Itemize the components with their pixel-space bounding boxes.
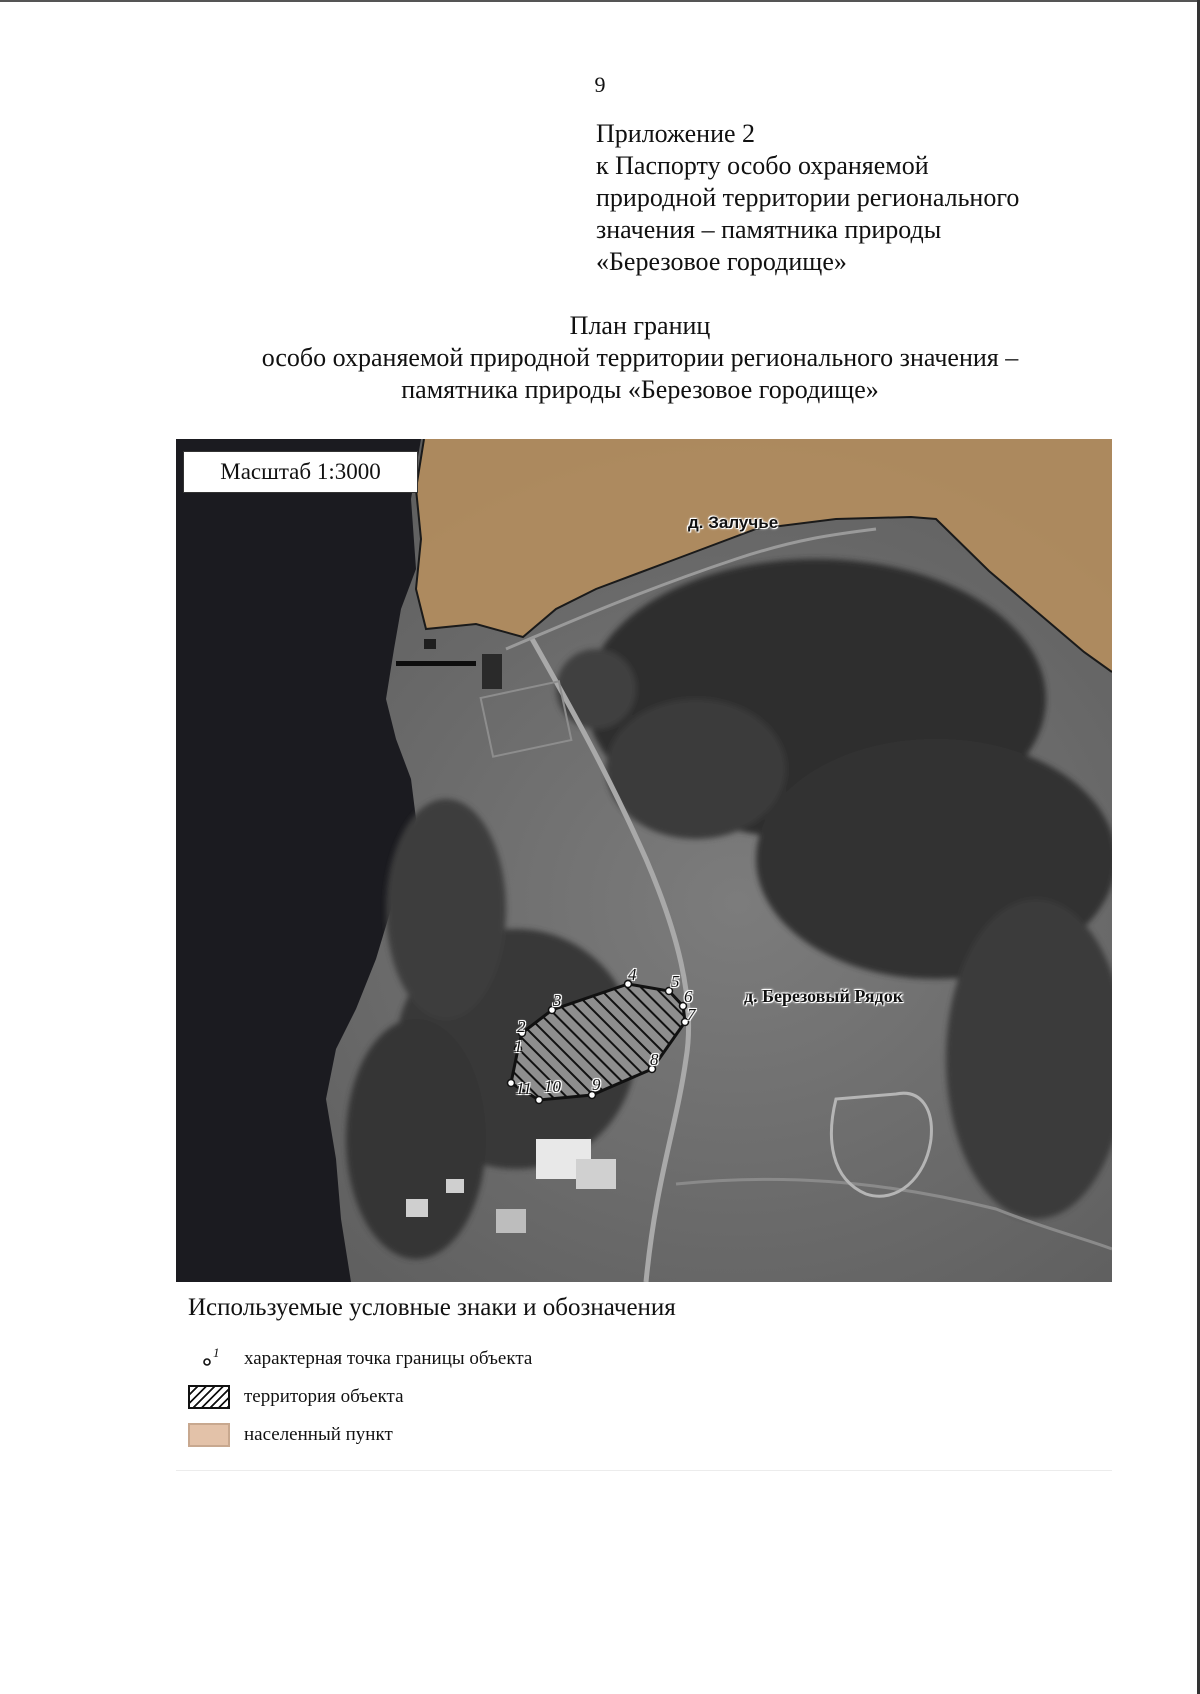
legend-item-boundary-point xyxy=(188,1346,532,1372)
boundary-point-label: 9 xyxy=(592,1075,601,1094)
building xyxy=(576,1159,616,1189)
page-number: 9 xyxy=(594,72,606,97)
settlement-label-beryozovy-ryadok: д. Березовый Рядок xyxy=(744,986,904,1006)
settlement-label-zaluchye: д. Залучье xyxy=(688,513,779,532)
boundary-point-label: 1 xyxy=(514,1037,523,1056)
settlement-fill-icon xyxy=(188,1423,230,1447)
boundary-point-superscript: 1 xyxy=(213,1347,220,1360)
legend-item-label: территория объекта xyxy=(244,1386,404,1407)
appendix-heading xyxy=(596,118,1019,278)
building xyxy=(396,661,476,666)
map-scale-label: Масштаб 1:3000 xyxy=(183,451,418,493)
boundary-map xyxy=(176,439,1112,1282)
boundary-point-label: 10 xyxy=(544,1077,561,1096)
appendix-line: природной территории регионального xyxy=(596,183,1020,212)
satellite-map-image xyxy=(176,439,1112,1282)
legend-title: Используемые условные знаки и обозначения xyxy=(188,1294,676,1321)
appendix-line: Приложение 2 xyxy=(596,119,756,148)
boundary-point-label: 5 xyxy=(671,972,680,991)
boundary-point-label: 7 xyxy=(687,1005,696,1024)
legend-item-label: характерная точка границы объекта xyxy=(244,1348,533,1369)
boundary-point-label: 11 xyxy=(516,1079,532,1098)
boundary-point-label: 8 xyxy=(650,1050,659,1069)
hatched-area-icon xyxy=(188,1385,230,1409)
appendix-line: «Березовое городище» xyxy=(596,247,847,276)
document-title xyxy=(0,310,1200,406)
legend-item-settlement xyxy=(188,1422,393,1448)
appendix-line: к Паспорту особо охраняемой xyxy=(596,151,929,180)
legend-item-label: населенный пункт xyxy=(244,1424,393,1445)
title-line: памятника природы «Березовое городище» xyxy=(401,375,879,404)
appendix-line: значения – памятника природы xyxy=(596,215,942,244)
building xyxy=(406,1199,428,1217)
boundary-point-label: 6 xyxy=(684,987,693,1006)
page-frame-top xyxy=(0,0,1200,2)
building xyxy=(482,654,502,689)
boundary-point-label: 4 xyxy=(628,965,637,984)
legend-item-territory xyxy=(188,1384,404,1410)
boundary-point-label: 3 xyxy=(553,991,562,1010)
bottom-divider xyxy=(176,1470,1112,1471)
building xyxy=(496,1209,526,1233)
boundary-point-icon xyxy=(188,1347,230,1371)
building xyxy=(446,1179,464,1193)
title-line: особо охраняемой природной территории регионального значения – xyxy=(261,343,1019,372)
boundary-point-label: 2 xyxy=(517,1017,526,1036)
building xyxy=(424,639,436,649)
title-line: План границ xyxy=(569,311,711,340)
